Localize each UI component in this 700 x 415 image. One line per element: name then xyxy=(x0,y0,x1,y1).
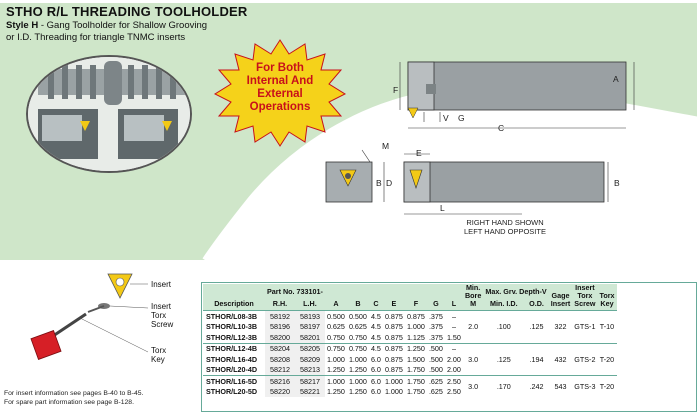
cell-f: 0.875 xyxy=(406,311,425,321)
cell-desc: STHOR/L20-5D xyxy=(206,387,258,397)
cell-f: 1.750 xyxy=(406,365,425,375)
cell-min-bore: 3.0 xyxy=(463,376,483,398)
callout-line-4: Operations xyxy=(249,101,311,113)
label-screw-line-3: Screw xyxy=(151,320,174,329)
cell-c: 4.5 xyxy=(370,322,381,332)
cell-f: 1.750 xyxy=(406,376,425,386)
min-bore-line-3: M xyxy=(470,299,477,308)
cell-gage: 543 xyxy=(549,376,573,398)
cell-desc: STHOR/L12-3B xyxy=(206,332,258,342)
col-od: O.D. xyxy=(524,296,548,311)
cell-e: 0.875 xyxy=(384,322,403,332)
cell-od: .125 xyxy=(524,311,548,344)
cell-desc: STHOR/L12-4B xyxy=(203,343,265,354)
cell-a: 0.750 xyxy=(326,332,345,342)
cell-g: .375 xyxy=(428,332,443,342)
footnote-spare-parts: For spare part information see page B-128. xyxy=(4,399,134,406)
key-line-2: Key xyxy=(600,299,614,308)
cell-lh: 58201 xyxy=(295,332,325,343)
dim-label-f: F xyxy=(393,85,399,95)
page-title: STHO R/L THREADING TOOLHOLDER xyxy=(6,4,248,19)
cell-min-bore: 2.0 xyxy=(463,311,483,344)
col-l: L xyxy=(445,284,463,311)
style-label: Style H xyxy=(6,20,39,31)
cell-min-id: .100 xyxy=(483,311,524,344)
caption-line-2: LEFT HAND OPPOSITE xyxy=(464,227,546,236)
dim-label-b-right: B xyxy=(614,178,620,188)
cell-b: 0.625 xyxy=(348,322,367,332)
cell-key: T-20 xyxy=(597,376,616,398)
footnote-insert-info: For insert information see pages B-40 to B-45. xyxy=(4,390,144,397)
cell-g: .500 xyxy=(428,365,443,375)
cell-l: 1.50 xyxy=(446,332,461,342)
cell-a: 0.625 xyxy=(326,322,345,332)
cell-rh: 58196 xyxy=(265,322,295,333)
cell-f: 1.000 xyxy=(406,322,425,332)
cell-f: 1.125 xyxy=(406,332,425,342)
key-line-1: Torx xyxy=(599,291,615,300)
cell-e: 1.000 xyxy=(384,387,403,397)
min-bore-line-2: Bore xyxy=(464,291,482,300)
dim-label-v: V xyxy=(443,113,449,123)
gage-line-1: Gage xyxy=(551,291,570,300)
label-insert-torx-screw xyxy=(151,302,173,329)
cell-b: 0.500 xyxy=(348,311,367,321)
cell-b: 0.750 xyxy=(348,332,367,342)
cell-g: .375 xyxy=(428,311,443,321)
cell-b: 1.000 xyxy=(348,354,367,364)
cell-key: T-10 xyxy=(597,311,616,344)
col-rh: R.H. xyxy=(265,296,295,311)
cell-f: 1.500 xyxy=(406,354,425,364)
cell-l: 2.00 xyxy=(446,365,461,375)
caption-line-1: RIGHT HAND SHOWN xyxy=(466,218,544,227)
col-torx-key xyxy=(597,284,616,311)
cell-od: .242 xyxy=(524,376,548,398)
cell-g: .375 xyxy=(428,322,443,332)
cell-a: 1.250 xyxy=(326,387,345,397)
col-gage-insert xyxy=(549,284,573,311)
toolholder-photo xyxy=(26,55,192,173)
cell-l: 2.50 xyxy=(446,376,461,386)
cell-screw: GTS-2 xyxy=(572,343,597,376)
col-e: E xyxy=(383,284,405,311)
gage-line-2: Insert xyxy=(550,299,571,308)
cell-desc: STHOR/L16-4D xyxy=(206,354,258,364)
cell-desc: STHOR/L20-4D xyxy=(206,365,258,375)
cell-l: – xyxy=(451,322,456,332)
callout-line-2: Internal And xyxy=(246,75,314,87)
cell-b: 1.000 xyxy=(348,376,367,386)
dim-label-c: C xyxy=(498,123,505,133)
cell-b: 1.250 xyxy=(348,365,367,375)
label-screw-line-2: Torx xyxy=(151,311,167,320)
cell-desc: STHOR/L10-3B xyxy=(206,322,258,332)
cell-l: 2.50 xyxy=(446,387,461,397)
dim-label-e: E xyxy=(416,148,422,158)
subtitle-line-2: or I.D. Threading for triangle TNMC inserts xyxy=(6,32,186,43)
footnotes xyxy=(4,389,143,407)
cell-gage: 322 xyxy=(549,311,573,344)
dim-label-m: M xyxy=(382,141,390,151)
specs-table xyxy=(203,284,617,397)
cell-lh: 58193 xyxy=(295,311,325,322)
cell-c: 6.0 xyxy=(370,365,381,375)
cell-lh: 58197 xyxy=(295,322,325,333)
callout-line-3: External xyxy=(257,88,303,100)
cell-g: .625 xyxy=(428,376,443,386)
min-bore-line-1: Min. xyxy=(465,283,481,292)
dim-label-g: G xyxy=(458,113,465,123)
cell-rh: 58192 xyxy=(265,311,295,322)
cell-c: 4.5 xyxy=(370,311,381,321)
cell-a: 1.250 xyxy=(326,365,345,375)
cell-min-id: .125 xyxy=(483,343,524,376)
cell-c: 6.0 xyxy=(370,387,381,397)
cell-g: .500 xyxy=(428,344,443,354)
dim-label-d: D xyxy=(386,178,393,188)
cell-e: 0.875 xyxy=(384,332,403,342)
cell-l: – xyxy=(445,343,463,354)
cell-min-id: .170 xyxy=(483,376,524,398)
cell-e: 0.875 xyxy=(384,344,403,354)
cell-f: 1.250 xyxy=(406,344,425,354)
cell-lh: 58209 xyxy=(295,354,325,365)
subtitle-text: - Gang Toolholder for Shallow Grooving xyxy=(38,20,208,31)
col-g: G xyxy=(427,284,445,311)
torx-line-2: Torx xyxy=(577,291,593,300)
table-row xyxy=(203,376,617,387)
col-description: Description xyxy=(203,284,265,311)
cell-a: 1.000 xyxy=(326,354,345,364)
cell-l: – xyxy=(445,311,463,322)
col-c: C xyxy=(369,284,383,311)
drawing-caption xyxy=(440,218,570,236)
cell-c: 4.5 xyxy=(370,332,381,342)
top-view-drawing xyxy=(388,48,688,138)
cell-gage: 432 xyxy=(549,343,573,376)
col-part-no: Part No. 733101- xyxy=(265,284,325,296)
label-key-line-1: Torx xyxy=(151,346,167,355)
cell-l: 2.00 xyxy=(446,354,461,364)
cell-b: 0.750 xyxy=(348,344,367,354)
cell-c: 4.5 xyxy=(370,344,381,354)
toolholder-photo-illustration xyxy=(28,57,190,171)
cell-screw: GTS-1 xyxy=(572,311,597,344)
cell-a: 1.000 xyxy=(326,376,345,386)
col-min-id: Min. I.D. xyxy=(483,296,524,311)
col-insert-torx-screw xyxy=(572,284,597,311)
cell-key: T-20 xyxy=(597,343,616,376)
table-row xyxy=(203,343,617,354)
cell-rh: 58220 xyxy=(265,387,295,398)
callout-line-1: For Both xyxy=(256,62,304,74)
cell-lh: 58213 xyxy=(295,365,325,376)
cell-e: 0.875 xyxy=(384,365,403,375)
torx-line-3: Screw xyxy=(574,299,596,308)
cell-lh: 58205 xyxy=(295,343,325,354)
label-screw-line-1: Insert xyxy=(151,302,172,311)
cell-screw: GTS-3 xyxy=(572,376,597,398)
col-b: B xyxy=(347,284,369,311)
cell-rh: 58200 xyxy=(265,332,295,343)
label-torx-key xyxy=(151,346,166,364)
cell-rh: 58216 xyxy=(265,376,295,387)
col-a: A xyxy=(325,284,347,311)
cell-e: 0.875 xyxy=(384,311,403,321)
col-max-groove-depth: Max. Grv. Depth-V xyxy=(483,284,548,296)
cell-rh: 58208 xyxy=(265,354,295,365)
parts-illustration xyxy=(20,268,150,368)
cell-lh: 58221 xyxy=(295,387,325,398)
cell-e: 0.875 xyxy=(384,354,403,364)
col-min-bore xyxy=(463,284,483,311)
cell-b: 1.250 xyxy=(348,387,367,397)
side-view-drawing xyxy=(322,140,612,230)
torx-line-1: Insert xyxy=(575,283,595,292)
dim-label-a: A xyxy=(613,74,619,84)
col-f: F xyxy=(405,284,427,311)
cell-c: 6.0 xyxy=(370,354,381,364)
cell-g: .625 xyxy=(428,387,443,397)
cell-c: 6.0 xyxy=(370,376,381,386)
cell-rh: 58204 xyxy=(265,343,295,354)
cell-desc: STHOR/L08-3B xyxy=(203,311,265,322)
dim-label-l: L xyxy=(440,203,445,213)
table-row xyxy=(203,311,617,322)
callout-text xyxy=(230,62,330,114)
label-insert: Insert xyxy=(151,280,172,289)
cell-desc: STHOR/L16-5D xyxy=(203,376,265,387)
dim-label-b-left: B xyxy=(376,178,382,188)
cell-a: 0.750 xyxy=(326,344,345,354)
col-lh: L.H. xyxy=(295,296,325,311)
cell-f: 1.750 xyxy=(406,387,425,397)
cell-lh: 58217 xyxy=(295,376,325,387)
cell-g: .500 xyxy=(428,354,443,364)
cell-a: 0.500 xyxy=(326,311,345,321)
cell-rh: 58212 xyxy=(265,365,295,376)
cell-od: .194 xyxy=(524,343,548,376)
cell-e: 1.000 xyxy=(384,376,403,386)
label-key-line-2: Key xyxy=(151,355,165,364)
cell-min-bore: 3.0 xyxy=(463,343,483,376)
